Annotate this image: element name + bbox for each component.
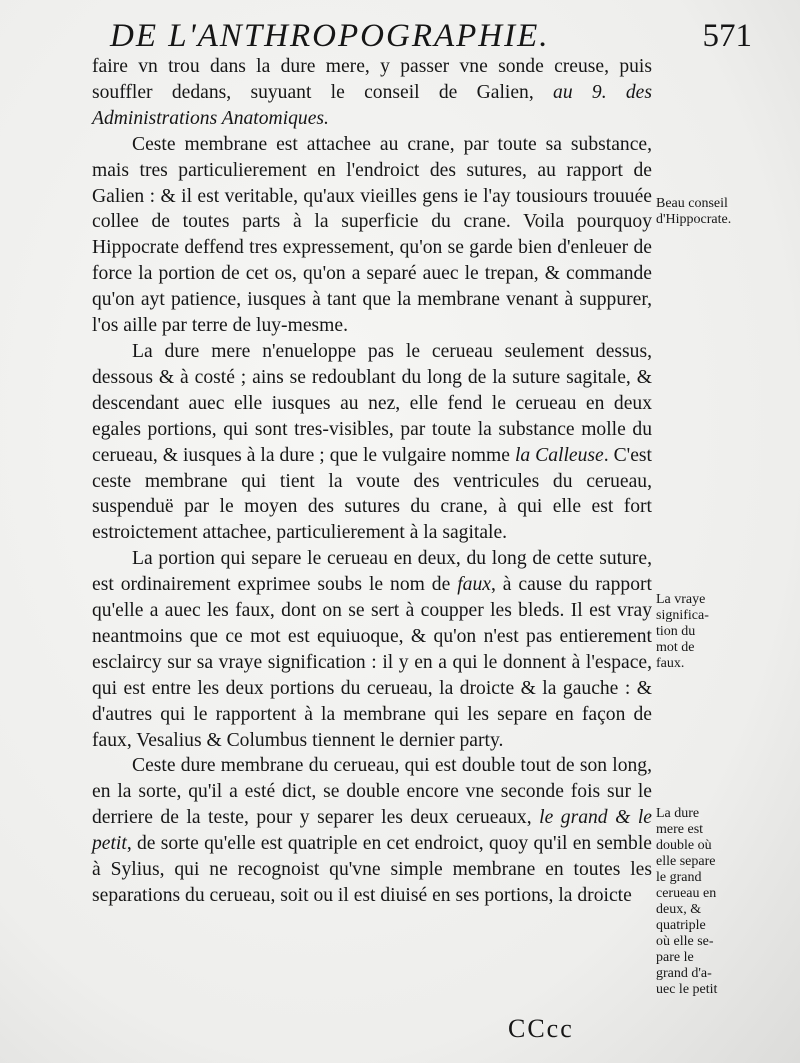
page-header (96, 12, 752, 58)
margin-note-dure-mere: La dure mere est double où elle separe le grand cerueau en deux, & quatriple où elle se- pare le grand d'a- uec le petit (656, 806, 718, 997)
text-run: Ceste dure membrane du cerueau, qui est double tout de son long, en la sorte, qu'il a esté dict, se double encore vne seconde fois sur le derriere de la teste, pour y separer les deux cerueaux, (92, 755, 652, 829)
margin-note-hippocrate: Beau conseil d'Hippocrate. (656, 196, 732, 227)
italic-text: le grand & le petit (92, 807, 652, 855)
paragraph (92, 546, 652, 753)
paragraph (92, 132, 652, 339)
paragraph (92, 339, 652, 546)
signature-mark: CCcc (508, 1014, 574, 1043)
text-run: faire vn trou dans la dure mere, y passer vne sonde creuse, puis souffler dedans, suyuant le conseil de Galien, (92, 56, 652, 103)
italic-text: au 9. des Administrations Anatomiques. (92, 81, 652, 129)
italic-text: faux (457, 574, 491, 596)
text-run: La dure mere n'enueloppe pas le cerueau seulement dessus, dessous & à costé ; ains se redoublant du long de la suture sagitale, & descendant auec elle iusques au nez, elle fend le cerueau en deux egales portions, qui sont tres-visibles, par toute la substance molle du cerueau, & iusques à la dure ; que le vulgaire nomme (92, 340, 652, 466)
text-run: , de sorte qu'elle est quatriple en cet endroict, quoy qu'il en semble à Sylius, qui ne recognoist qu'vne simple membrane en toutes les separations du cerueau, soit ou il est diuisé en ses portions, la droicte (92, 833, 652, 906)
text-run: , à cause du rapport qu'elle a auec les faux, dont on se sert à coupper les bleds. Il est vray neantmoins que ce mot est equiuoque, & qu'on n'est pas entierement esclaircy sur sa vraye signification : il y en a qui le donnent à l'espace, qui est entre les deux portions du cerueau, la droicte & la gauche : & d'autres qui le rapportent à la membrane qui les separe en façon de faux, Vesalius & Columbus tiennent le dernier party. (92, 574, 652, 751)
paragraph (92, 753, 652, 908)
text-run: Ceste membrane est attachee au crane, par toute sa substance, mais tres particulierement en l'endroict des sutures, au rapport de Galien : & il est veritable, qu'aux vieilles gens ie l'ay tousiours trouuée collee de toutes parts à la superficie du crane. Voila pourquoy Hippocrate deffend tres expressement, qu'on se garde bien d'enleuer de force la portion de cet os, qu'on a separé auec le trepan, & commande qu'on ayt patience, iusques à tant que la membrane venant à suppurer, l'os aille par terre de luy-mesme. (92, 133, 652, 337)
body-text (92, 54, 652, 909)
running-title: DE L'ANTHROPOGRAPHIE. (110, 18, 550, 54)
text-run: La portion qui separe le cerueau en deux, du long de cette suture, est ordinairement exprimee soubs le nom de (92, 548, 652, 596)
text-run: . C'est ceste membrane qui tient la voute des ventricules du cerueau, suspenduë par le moyen des sutures du crane, à qui elle est fort estroictement attachee, particulierement à la sagitale. (92, 444, 652, 544)
italic-text: la Calleuse (514, 444, 604, 466)
margin-note-faux: La vraye significa- tion du mot de faux. (656, 592, 709, 671)
page-number: 571 (702, 18, 752, 54)
paragraph (92, 54, 652, 132)
